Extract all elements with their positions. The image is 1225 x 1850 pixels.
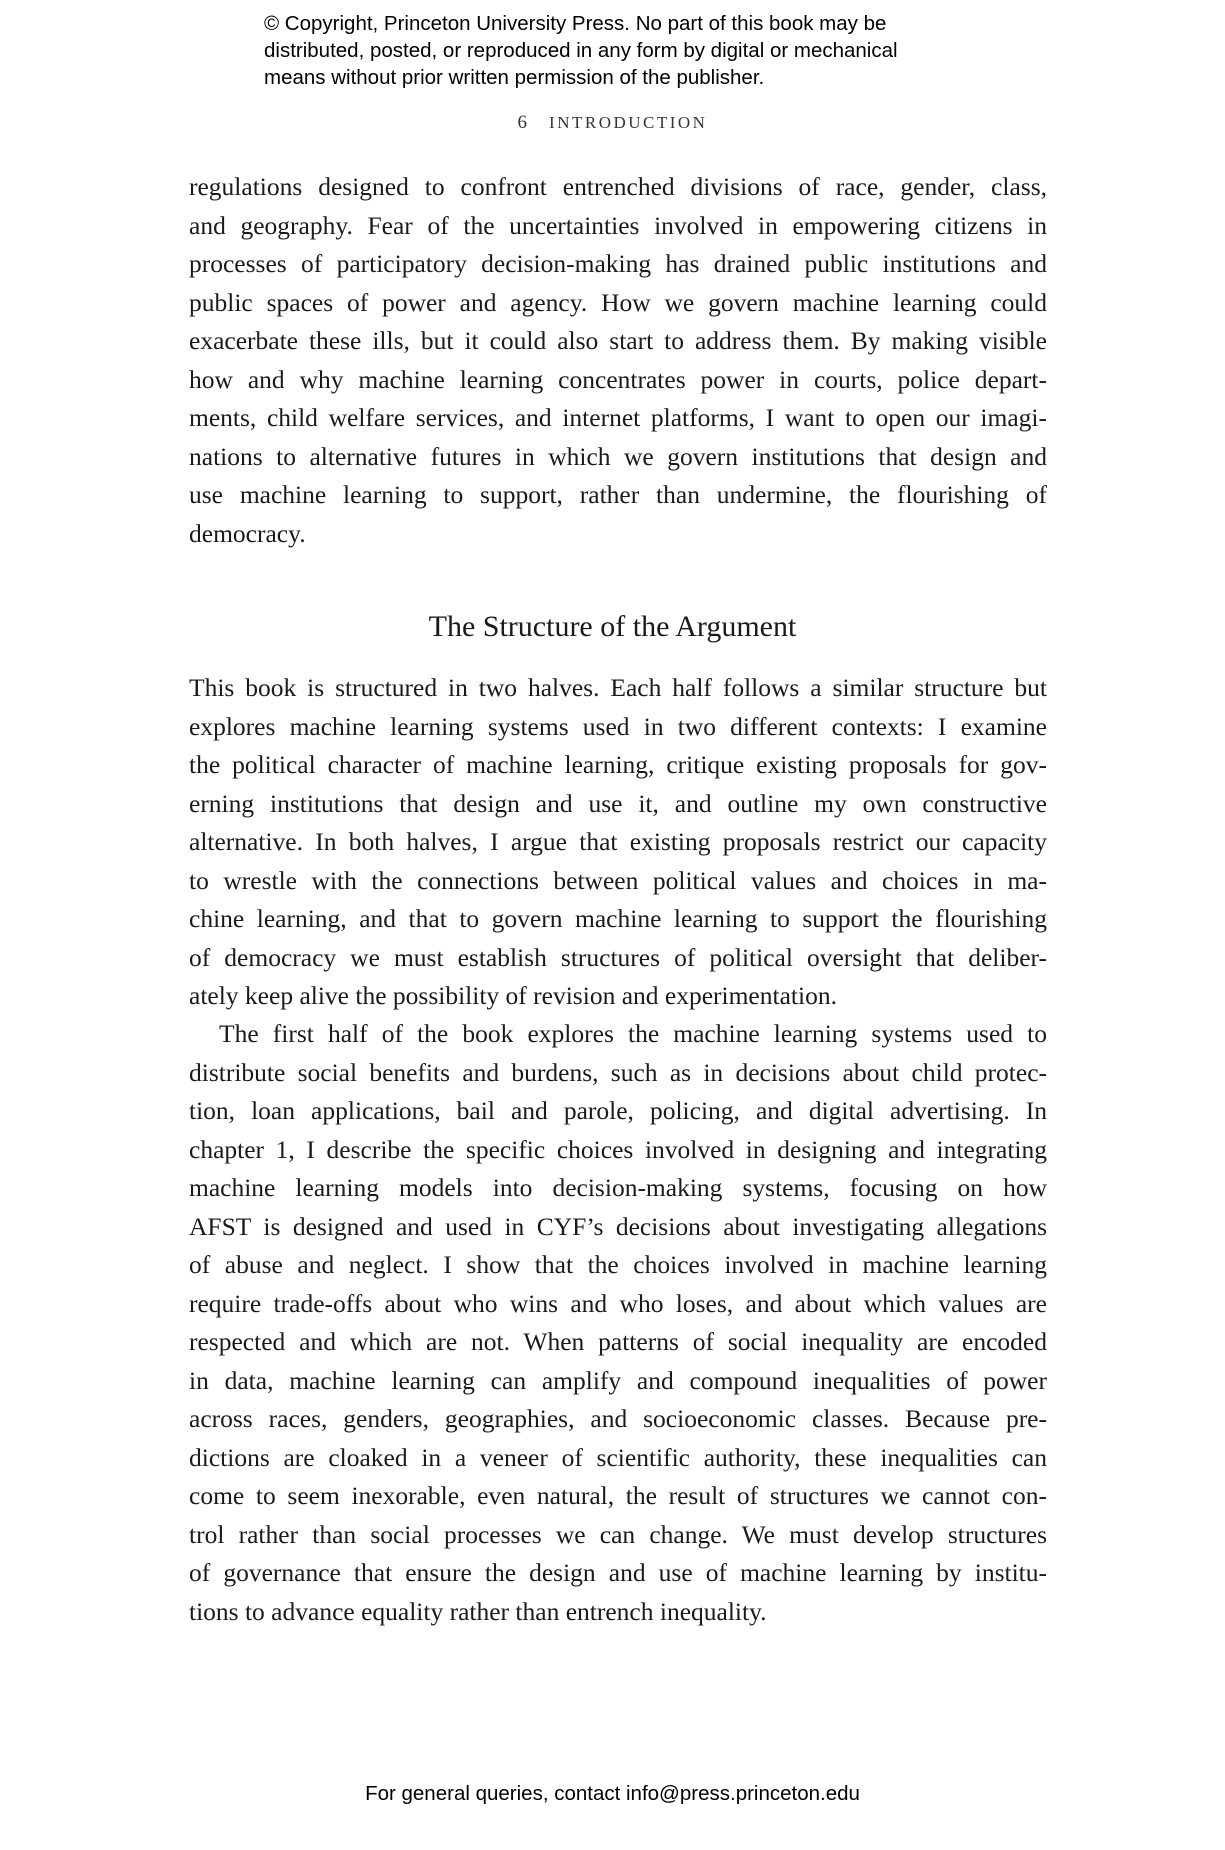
paragraph bbox=[189, 669, 1047, 1016]
text-line: to wrestle with the connections between political values and choices in ma- bbox=[189, 865, 1047, 895]
text-line: machine learning models into decision-making systems, focusing on how bbox=[189, 1173, 1047, 1202]
text-line: alternative. In both halves, I argue that existing proposals restrict our capacity bbox=[189, 827, 1047, 856]
text-line: public spaces of power and agency. How we govern machine learning could bbox=[189, 287, 1047, 317]
text-line: chine learning, and that to govern machine learning to support the flourishing bbox=[189, 904, 1047, 933]
text-line: respected and which are not. When patterns of social inequality are encoded bbox=[189, 1327, 1047, 1356]
section-heading: The Structure of the Argument bbox=[428, 610, 797, 643]
text-line: AFST is designed and used in CYF’s decisions about investigating allegations bbox=[189, 1211, 1047, 1241]
copyright-line: © Copyright, Princeton University Press. No part of this book may be bbox=[264, 12, 887, 35]
paragraph bbox=[189, 168, 1047, 553]
text-line: explores machine learning systems used in two different contexts: I examine bbox=[189, 711, 1047, 741]
text-line: of democracy we must establish structures of political oversight that deliber- bbox=[189, 942, 1047, 972]
text-line: The first half of the book explores the machine learning systems used to bbox=[219, 1019, 1047, 1048]
text-line: distribute social benefits and burdens, such as in decisions about child protec- bbox=[189, 1057, 1047, 1087]
text-line: across races, genders, geographies, and socioeconomic classes. Because pre- bbox=[189, 1404, 1047, 1433]
paragraph bbox=[189, 1015, 1047, 1631]
text-line: use machine learning to support, rather than undermine, the flourishing of bbox=[189, 480, 1047, 509]
text-line: regulations designed to confront entrenched divisions of race, gender, class, bbox=[189, 172, 1047, 201]
copyright-line: means without prior written permission of the publisher. bbox=[264, 66, 765, 89]
text-line: ately keep alive the possibility of revision and experimentation. bbox=[189, 981, 837, 1010]
copyright-line: distributed, posted, or reproduced in any form by digital or mechanical bbox=[264, 39, 898, 62]
page-number: 6 bbox=[517, 112, 528, 133]
text-line: democracy. bbox=[189, 518, 306, 548]
text-line: exacerbate these ills, but it could also start to address them. By making visible bbox=[189, 326, 1047, 355]
text-line: tion, loan applications, bail and parole, policing, and digital advertising. In bbox=[189, 1096, 1047, 1125]
text-line: of governance that ensure the design and use of machine learning by institu- bbox=[189, 1558, 1047, 1587]
text-line: processes of participatory decision-making has drained public institutions and bbox=[189, 249, 1047, 278]
text-line: how and why machine learning concentrates power in courts, police depart- bbox=[189, 364, 1047, 394]
text-line: chapter 1, I describe the specific choices involved in designing and integrating bbox=[189, 1134, 1047, 1164]
text-line: dictions are cloaked in a veneer of scientific authority, these inequalities can bbox=[189, 1442, 1047, 1472]
text-line: require trade-offs about who wins and who loses, and about which values are bbox=[189, 1288, 1047, 1318]
text-line: and geography. Fear of the uncertainties involved in empowering citizens in bbox=[189, 210, 1047, 240]
text-line: nations to alternative futures in which we govern institutions that design and bbox=[189, 441, 1047, 471]
text-line: in data, machine learning can amplify and compound inequalities of power bbox=[189, 1365, 1047, 1395]
footer-contact: For general queries, contact info@press.princeton.edu bbox=[365, 1782, 860, 1805]
text-line: the political character of machine learning, critique existing proposals for gov- bbox=[189, 750, 1047, 779]
section-title: INTRODUCTION bbox=[549, 113, 708, 132]
text-line: ments, child welfare services, and internet platforms, I want to open our imagi- bbox=[189, 403, 1047, 432]
text-line: tions to advance equality rather than entrench inequality. bbox=[189, 1596, 767, 1626]
text-line: of abuse and neglect. I show that the choices involved in machine learning bbox=[189, 1250, 1047, 1279]
text-line: This book is structured in two halves. Each half follows a similar structure but bbox=[189, 673, 1047, 702]
text-line: trol rather than social processes we can change. We must develop structures bbox=[189, 1519, 1047, 1549]
copyright-notice bbox=[264, 10, 898, 91]
text-line: erning institutions that design and use it, and outline my own constructive bbox=[189, 788, 1047, 818]
running-head bbox=[0, 112, 1225, 134]
text-line: come to seem inexorable, even natural, the result of structures we cannot con- bbox=[189, 1481, 1047, 1510]
